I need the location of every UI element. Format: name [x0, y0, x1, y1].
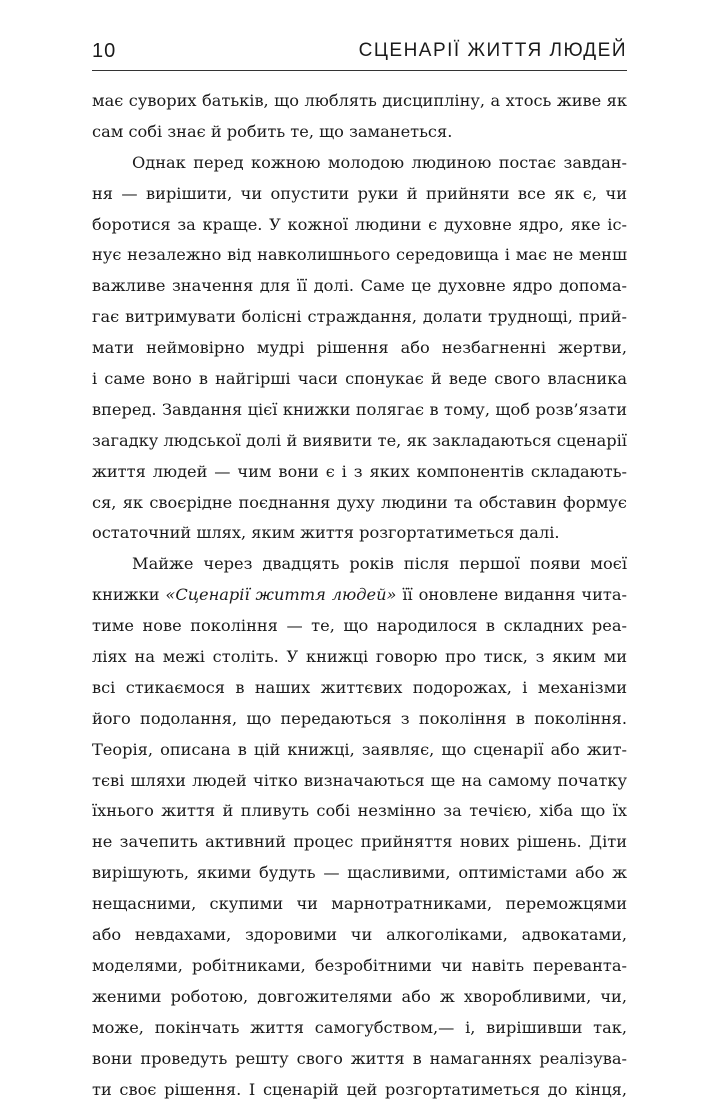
text-line: і саме воно в найгірші часи спонукає й веде свого власника	[92, 364, 627, 395]
text-line: вперед. Завдання цієї книжки полягає в тому, щоб розв’язати	[92, 395, 627, 426]
text-fragment: книжки	[92, 585, 165, 604]
text-line: всі стикаємося в наших життєвих подорожах, і механізми	[92, 673, 627, 704]
text-line: їхнього життя й пливуть собі незмінно за течією, хіба що їх	[92, 796, 627, 827]
text-line: загадку людської долі й виявити те, як закладаються сценарії	[92, 426, 627, 457]
text-line: ліях на межі століть. У книжці говорю про тиск, з яким ми	[92, 642, 627, 673]
text-line: важливе значення для її долі. Саме це духовне ядро допома-	[92, 271, 627, 302]
text-line: тєві шляхи людей чітко визначаються ще на самому початку	[92, 766, 627, 797]
text-line: мати неймовірно мудрі рішення або незбагненні жертви,	[92, 333, 627, 364]
text-line: ся, як своєрідне поєднання духу людини та обставин формує	[92, 488, 627, 519]
text-line: Теорія, описана в цій книжці, заявляє, що сценарії або жит-	[92, 735, 627, 766]
text-fragment: її оновлене видання чита-	[396, 585, 627, 604]
text-line: нещасними, скупими чи марнотратниками, переможцями	[92, 889, 627, 920]
running-header	[92, 38, 627, 68]
text-line: тиме нове покоління — те, що народилося в складних реа-	[92, 611, 627, 642]
text-line: його подолання, що передаються з покоління в покоління.	[92, 704, 627, 735]
text-line: або невдахами, здоровими чи алкоголіками, адвокатами,	[92, 920, 627, 951]
text-line: ти своє рішення. І сценарій цей розгортатиметься до кінця,	[92, 1075, 627, 1105]
text-line-with-title	[92, 580, 627, 611]
text-line: моделями, робітниками, безробітними чи навіть переванта-	[92, 951, 627, 982]
text-line: нує незалежно від навколишнього середовища і має не менш	[92, 240, 627, 271]
text-line: Майже через двадцять років після першої появи моєї	[92, 549, 627, 580]
text-line: вони проведуть решту свого життя в намаганнях реалізува-	[92, 1044, 627, 1075]
text-line: ня — вирішити, чи опустити руки й прийняти все як є, чи	[92, 179, 627, 210]
header-divider	[92, 70, 627, 71]
text-line: гає витримувати болісні страждання, долати труднощі, прий-	[92, 302, 627, 333]
text-line: не зачепить активний процес прийняття нових рішень. Діти	[92, 827, 627, 858]
text-line: сам собі знає й робить те, що заманеться.	[92, 117, 627, 148]
text-line: женими роботою, довгожителями або ж хворобливими, чи,	[92, 982, 627, 1013]
text-line: вирішують, якими будуть — щасливими, оптимістами або ж	[92, 858, 627, 889]
book-title-italic: «Сценарії життя людей»	[165, 585, 396, 604]
text-line: може, покінчать життя самогубством,— і, вирішивши так,	[92, 1013, 627, 1044]
text-line: має суворих батьків, що люблять дисципліну, а хтось живе як	[92, 86, 627, 117]
page-number: 10	[92, 40, 116, 63]
text-line: Однак перед кожною молодою людиною постає завдан-	[92, 148, 627, 179]
text-line: боротися за краще. У кожної людини є духовне ядро, яке іс-	[92, 210, 627, 241]
text-line: остаточний шлях, яким життя розгортатиметься далі.	[92, 518, 627, 549]
body-text	[92, 86, 627, 1105]
text-line: життя людей — чим вони є і з яких компонентів складають-	[92, 457, 627, 488]
running-title: СЦЕНАРІЇ ЖИТТЯ ЛЮДЕЙ	[359, 40, 627, 62]
